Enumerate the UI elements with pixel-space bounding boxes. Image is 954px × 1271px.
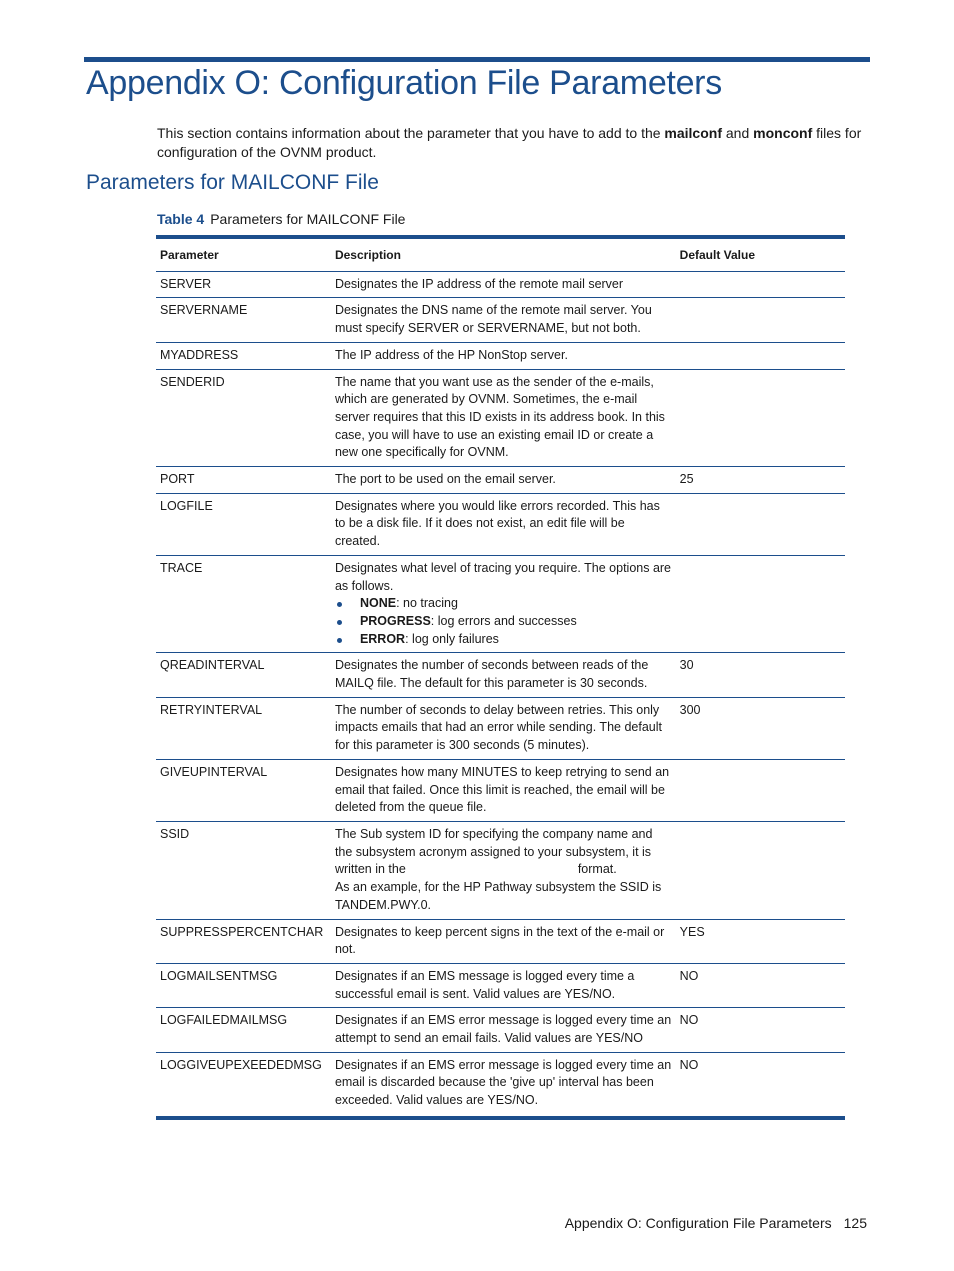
header-default-value: Default Value <box>676 237 845 271</box>
param-default <box>676 342 845 369</box>
table-row <box>156 493 845 555</box>
section-title: Parameters for MAILCONF File <box>86 171 379 194</box>
param-default <box>676 821 845 919</box>
table-row <box>156 467 845 494</box>
param-name: SERVERNAME <box>156 298 331 342</box>
param-description: The port to be used on the email server. <box>331 467 676 494</box>
param-name: MYADDRESS <box>156 342 331 369</box>
ssid-description-text <box>335 826 672 879</box>
param-default: 30 <box>676 653 845 697</box>
trace-options-list <box>335 595 672 648</box>
param-description: Designates how many MINUTES to keep retrying to send an email that failed. Once this limit is reached, the email will be deleted from the queue file. <box>331 759 676 821</box>
intro-file-mailconf: mailconf <box>664 125 722 141</box>
param-description: Designates to keep percent signs in the text of the e-mail or not. <box>331 919 676 963</box>
trace-option-name: PROGRESS <box>359 613 431 628</box>
table-row <box>156 1052 845 1118</box>
ssid-description-main: The Sub system ID for specifying the company name and the subsystem acronym assigned to your subsystem, it is written in the <box>334 826 653 877</box>
param-description: The number of seconds to delay between retries. This only impacts emails that had an error while sending. The default for this parameter is 300 seconds (5 minutes). <box>331 697 676 759</box>
table-row <box>156 919 845 963</box>
param-default <box>676 369 845 467</box>
page-number: 125 <box>843 1215 867 1231</box>
table-row <box>156 342 845 369</box>
trace-option-name: ERROR <box>359 631 406 646</box>
header-description: Description <box>331 237 676 271</box>
param-description: Designates the IP address of the remote mail server <box>331 271 676 298</box>
trace-option-text: : log errors and successes <box>430 613 577 628</box>
param-description: Designates if an EMS error message is logged every time an attempt to send an email fails. Valid values are YES/NO <box>331 1008 676 1052</box>
param-default <box>676 271 845 298</box>
top-rule <box>84 57 870 62</box>
param-default: NO <box>676 963 845 1007</box>
param-default: 25 <box>676 467 845 494</box>
ssid-example-text: As an example, for the HP Pathway subsystem the SSID is TANDEM.PWY.0. <box>334 880 662 912</box>
table-row <box>156 821 845 919</box>
list-item <box>335 631 672 649</box>
page-footer <box>565 1215 867 1231</box>
param-description: Designates if an EMS message is logged every time a successful email is sent. Valid values are YES/NO. <box>331 963 676 1007</box>
param-description: Designates the number of seconds between reads of the MAILQ file. The default for this parameter is 30 seconds. <box>331 653 676 697</box>
list-item <box>335 613 672 631</box>
param-default <box>676 298 845 342</box>
param-description <box>331 555 676 653</box>
intro-text-1: This section contains information about the parameter that you have to add to the <box>157 125 665 141</box>
param-description: Designates where you would like errors recorded. This has to be a disk file. If it does not exist, an edit file will be created. <box>331 493 676 555</box>
param-default: 300 <box>676 697 845 759</box>
intro-text-3: files for configuration of the OVNM product. <box>157 125 862 160</box>
table-row <box>156 697 845 759</box>
table-row <box>156 298 845 342</box>
table-row <box>156 1008 845 1052</box>
table-number: Table 4 <box>157 211 205 227</box>
param-name: GIVEUPINTERVAL <box>156 759 331 821</box>
param-name: SERVER <box>156 271 331 298</box>
table-row <box>156 555 845 653</box>
trace-option-text: : log only failures <box>405 631 499 646</box>
intro-paragraph <box>157 124 867 162</box>
trace-option-text: : no tracing <box>396 596 458 611</box>
param-name: LOGFILE <box>156 493 331 555</box>
table-row <box>156 759 845 821</box>
param-default <box>676 493 845 555</box>
param-default <box>676 759 845 821</box>
param-description: The IP address of the HP NonStop server. <box>331 342 676 369</box>
param-name: LOGFAILEDMAILMSG <box>156 1008 331 1052</box>
intro-text-2: and <box>722 125 754 141</box>
param-default: NO <box>679 1057 699 1072</box>
param-name: SSID <box>156 821 331 919</box>
table-row <box>156 963 845 1007</box>
table-row <box>156 271 845 298</box>
param-name: RETRYINTERVAL <box>156 697 331 759</box>
param-description <box>331 821 676 919</box>
table-row <box>156 369 845 467</box>
param-description: Designates if an EMS error message is logged every time an email is discarded because the 'give up' interval has been exceeded. Valid values are YES/NO. <box>334 1057 672 1108</box>
page-title: Appendix O: Configuration File Parameters <box>86 64 722 102</box>
param-name: TRACE <box>156 555 331 653</box>
param-name: LOGMAILSENTMSG <box>156 963 331 1007</box>
param-name: SUPPRESSPERCENTCHAR <box>156 919 331 963</box>
ssid-format-word: format. <box>577 862 617 877</box>
table-header-row <box>156 237 845 271</box>
param-default <box>676 555 845 653</box>
param-name: QREADINTERVAL <box>156 653 331 697</box>
list-item <box>335 595 672 613</box>
param-default: NO <box>676 1008 845 1052</box>
param-name: LOGGIVEUPEXEEDEDMSG <box>160 1057 322 1072</box>
footer-title: Appendix O: Configuration File Parameters <box>564 1215 832 1231</box>
param-name: PORT <box>156 467 331 494</box>
table-row <box>156 653 845 697</box>
header-parameter: Parameter <box>156 237 331 271</box>
table-caption <box>157 211 405 227</box>
table-caption-text: Parameters for MAILCONF File <box>210 211 406 227</box>
param-name: SENDERID <box>156 369 331 467</box>
param-description: The name that you want use as the sender of the e-mails, which are generated by OVNM. Sometimes, the e-mail server requires that this ID exists in its address book. In this case, you will have to use an existing email ID or create a new one specifically for OVNM. <box>331 369 676 467</box>
trace-option-name: NONE <box>359 596 397 611</box>
trace-description-text: Designates what level of tracing you require. The options are as follows. <box>334 560 672 593</box>
param-description: Designates the DNS name of the remote mail server. You must specify SERVER or SERVERNAME, but not both. <box>331 298 676 342</box>
parameters-table <box>156 235 845 1120</box>
param-default: YES <box>676 919 845 963</box>
intro-file-monconf: monconf <box>753 125 813 141</box>
